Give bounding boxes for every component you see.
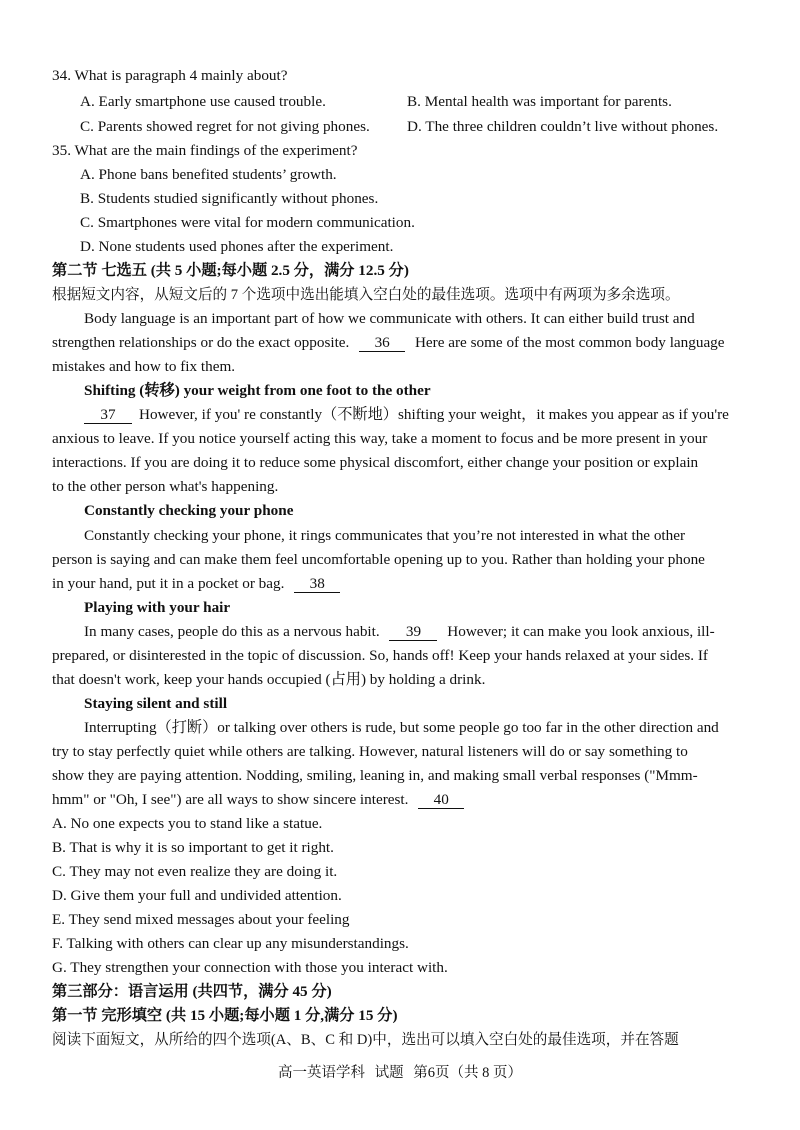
blank-40: 40 bbox=[418, 792, 464, 809]
footer-label: 试题 bbox=[374, 1065, 404, 1081]
blank-36: 36 bbox=[359, 335, 405, 352]
blank-39: 39 bbox=[389, 624, 437, 641]
intro-line-1: Body language is an important part of how we communicate with others. It can either build trust and bbox=[84, 310, 695, 327]
q35-option-b: B. Students studied significantly without phones. bbox=[80, 190, 379, 207]
blank-38: 38 bbox=[294, 576, 340, 593]
choice-e: E. They send mixed messages about your feeling bbox=[52, 911, 350, 928]
question-34-stem: 34. What is paragraph 4 mainly about? bbox=[52, 67, 288, 84]
heading-shifting-weight: Shifting (转移) your weight from one foot to the other bbox=[84, 382, 431, 399]
p3-line-3: that doesn't work, keep your hands occupied (占用) by holding a drink. bbox=[52, 671, 486, 688]
q34-option-a: A. Early smartphone use caused trouble. bbox=[80, 93, 326, 110]
p4-line-2: try to stay perfectly quiet while others are talking. However, natural listeners will do or say something to bbox=[52, 743, 688, 760]
choice-a: A. No one expects you to stand like a statue. bbox=[52, 815, 323, 832]
p4-line-1: Interrupting（打断）or talking over others is rude, but some people go too far in the other direction and bbox=[84, 719, 719, 736]
page-footer bbox=[0, 1064, 800, 1082]
blank-37: 37 bbox=[84, 407, 132, 424]
footer-subject: 高一英语学科 bbox=[278, 1065, 365, 1081]
p2-line-3-text: in your hand, put it in a pocket or bag. bbox=[52, 575, 285, 592]
q35-option-a: A. Phone bans benefited students’ growth. bbox=[80, 166, 337, 183]
choice-f: F. Talking with others can clear up any misunderstandings. bbox=[52, 935, 409, 952]
q35-option-c: C. Smartphones were vital for modern communication. bbox=[80, 214, 415, 231]
p2-line-1: Constantly checking your phone, it rings communicates that you’re not interested in what the other bbox=[84, 527, 686, 544]
intro-line-3: mistakes and how to fix them. bbox=[52, 358, 236, 375]
part-3-heading: 第三部分：语言运用 (共四节，满分 45 分) bbox=[52, 983, 332, 1000]
intro-line-2-tail: Here are some of the most common body language bbox=[414, 334, 725, 351]
q34-option-b: B. Mental health was important for parents. bbox=[407, 93, 672, 110]
p1-line-2: anxious to leave. If you notice yourself acting this way, take a moment to focus and be more present in your bbox=[52, 430, 708, 447]
p3-line-1-tail: However; it can make you look anxious, ill- bbox=[447, 623, 715, 640]
p4-line-4-text: hmm" or "Oh, I see") are all ways to show sincere interest. bbox=[52, 791, 409, 808]
intro-line-2-text: strengthen relationships or do the exact opposite. bbox=[52, 334, 350, 351]
section-2-instruction: 根据短文内容，从短文后的 7 个选项中选出能填入空白处的最佳选项。选项中有两项为多余选项。 bbox=[52, 287, 680, 303]
p1-line-1-text: However, if you' re constantly（不断地）shifting your weight，it makes you appear as if you're bbox=[139, 406, 729, 423]
part-3-sub-heading: 第一节 完形填空 (共 15 小题;每小题 1 分,满分 15 分) bbox=[52, 1007, 398, 1024]
q35-option-d: D. None students used phones after the experiment. bbox=[80, 238, 394, 255]
q34-option-c: C. Parents showed regret for not giving phones. bbox=[80, 118, 370, 135]
intro-line-2 bbox=[52, 333, 725, 353]
part-3-instruction: 阅读下面短文，从所给的四个选项(A、B、C 和 D)中，选出可以填入空白处的最佳选项，并在答题 bbox=[52, 1032, 679, 1048]
p4-line-3: show they are paying attention. Nodding, smiling, leaning in, and making small verbal responses ("Mmm- bbox=[52, 767, 698, 784]
heading-checking-phone: Constantly checking your phone bbox=[84, 502, 294, 519]
section-2-heading: 第二节 七选五 (共 5 小题;每小题 2.5 分，满分 12.5 分) bbox=[52, 262, 409, 279]
q34-option-d: D. The three children couldn’t live without phones. bbox=[407, 118, 719, 135]
choice-b: B. That is why it is so important to get it right. bbox=[52, 839, 334, 856]
p2-line-2: person is saying and can make them feel uncomfortable opening up to you. Rather than holding your phone bbox=[52, 551, 705, 568]
p3-line-1-text: In many cases, people do this as a nervous habit. bbox=[84, 623, 380, 640]
p1-line-4: to the other person what's happening. bbox=[52, 478, 279, 495]
p2-line-3 bbox=[52, 574, 340, 594]
heading-playing-hair: Playing with your hair bbox=[84, 599, 231, 616]
choice-c: C. They may not even realize they are doing it. bbox=[52, 863, 338, 880]
heading-silent-still: Staying silent and still bbox=[84, 695, 228, 712]
choice-g: G. They strengthen your connection with those you interact with. bbox=[52, 959, 448, 976]
p3-line-2: prepared, or disinterested in the topic of discussion. So, hands off! Keep your hands relaxed at your sides. If bbox=[52, 647, 708, 664]
p4-line-4 bbox=[52, 790, 464, 810]
p1-line-3: interactions. If you are doing it to reduce some physical discomfort, either change your position or explain bbox=[52, 454, 699, 471]
choice-d: D. Give them your full and undivided attention. bbox=[52, 887, 342, 904]
question-35-stem: 35. What are the main findings of the experiment? bbox=[52, 142, 358, 159]
p1-line-1 bbox=[84, 405, 729, 425]
p3-line-1 bbox=[84, 622, 715, 642]
footer-page-number: 第6页（共 8 页） bbox=[413, 1065, 522, 1081]
